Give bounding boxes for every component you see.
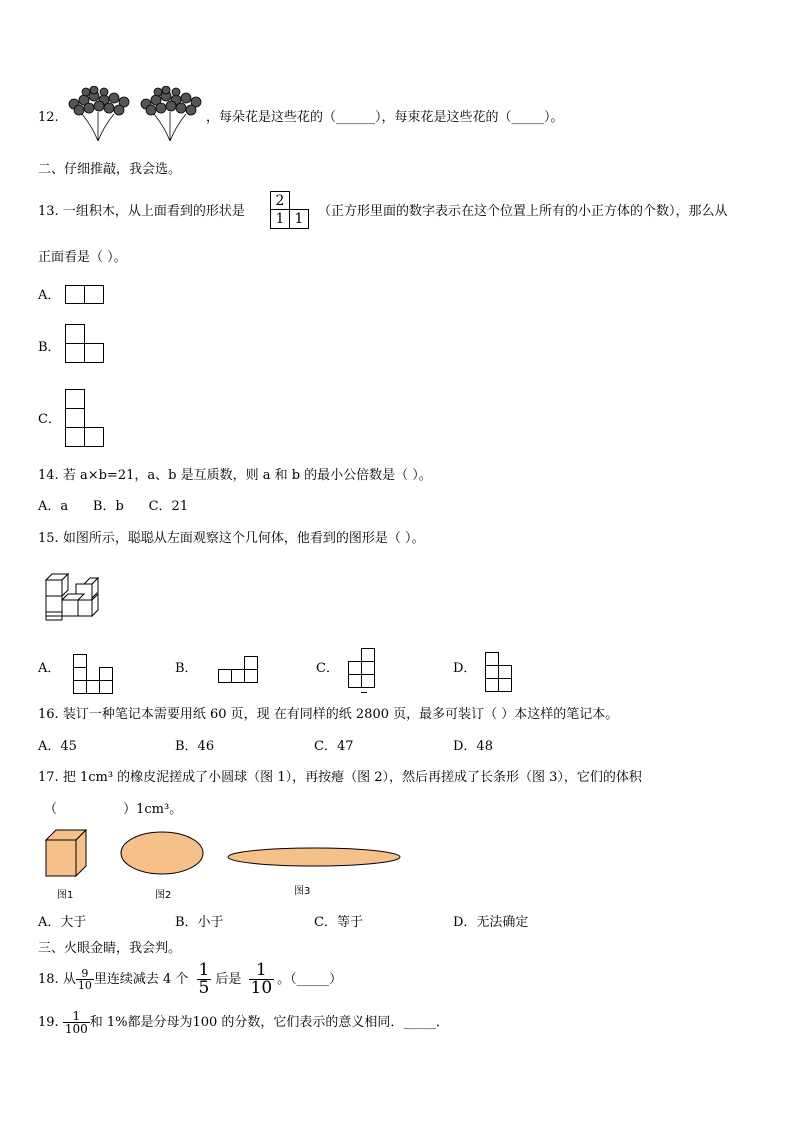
q18-statement: 18. 从 $\frac{9}{10}$ 里连续减去 4 个 $\frac{1}{5}$ 后是 $\frac{1}{10}$ 。（_____） (38, 960, 343, 998)
figure-2-caption: 图2 (155, 890, 172, 901)
fraction-1-100: $\frac{1}{100}$ (64, 1009, 88, 1036)
grid-cell-bottom-right: 1 (289, 209, 309, 229)
section-2-title: 二、仔细推敲，我会选。 (38, 162, 182, 177)
flower-bouquet-1 (69, 86, 129, 141)
q13-option-a-label[interactable]: A． (38, 288, 61, 303)
fraction-9-10: $\frac{9}{10}$ (77, 967, 92, 992)
q16-option-b[interactable]: B．46 (175, 739, 215, 754)
flower-bouquets-image (64, 86, 206, 146)
q16-question: 16. 装订一种笔记本需要用纸 60 页，现 在有同样的纸 2800 页，最多可装订（ ）本这样的笔记本。 (38, 707, 619, 722)
q15-cube-solid-image (44, 570, 104, 622)
q17-option-a[interactable]: A．大于 (38, 915, 87, 930)
fraction-1-10: $\frac{1}{10}$ (250, 960, 273, 998)
q17-option-b[interactable]: B．小于 (175, 915, 224, 930)
q17-option-c[interactable]: C．等于 (314, 915, 363, 930)
q15-option-c-label[interactable]: C． (316, 661, 339, 676)
q17-option-d[interactable]: D．无法确定 (453, 915, 529, 930)
q13-top-view-grid (270, 191, 310, 229)
figure-1-caption: 图1 (57, 890, 74, 901)
flower-bouquet-2 (141, 86, 201, 141)
section-3-title: 三、火眼金睛，我会判。 (38, 941, 182, 956)
q13-line1-cont: （正方形里面的数字表示在这个位置上所有的小正方体的个数），那么从 (318, 204, 728, 219)
clay-long-strip-figure (226, 845, 404, 869)
q15-option-d-label[interactable]: D． (453, 661, 477, 676)
q13-option-b-label[interactable]: B． (38, 340, 61, 355)
q16-option-d[interactable]: D．48 (453, 739, 493, 754)
q16-option-a[interactable]: A．45 (38, 739, 77, 754)
q15-option-b-label[interactable]: B． (175, 661, 198, 676)
q15-question: 15. 如图所示，聪聪从左面观察这个几何体，他看到的图形是（ ）。 (38, 531, 425, 546)
grid-cell-top: 2 (270, 191, 290, 210)
fraction-1-5: $\frac{1}{5}$ (198, 960, 210, 998)
q13-line1: 13. 一组积木，从上面看到的形状是 (38, 204, 245, 219)
grid-cell-bottom-left: 1 (270, 209, 290, 229)
q17-line2: （ ）1cm³。 (44, 802, 183, 817)
q13-option-c-label[interactable]: C． (38, 412, 61, 427)
clay-cube-figure (44, 828, 88, 878)
q13-line2: 正面看是（ ）。 (38, 250, 127, 265)
q14-question: 14. 若 a×b=21，a、b 是互质数，则 a 和 b 的最小公倍数是（ ）。 (38, 468, 432, 483)
q19-statement: 19. $\frac{1}{100}$ 和 1%都是分母为100 的分数，它们表示的意义相同．_____． (38, 1009, 449, 1036)
q15-option-a-label[interactable]: A． (38, 661, 61, 676)
q12-text: ，每朵花是这些花的（______），每束花是这些花的（_____）。 (206, 110, 564, 125)
q12-number: 12. (38, 110, 59, 125)
q14-options[interactable]: A．a B．b C．21 (38, 499, 189, 514)
q17-line1: 17. 把 1cm³ 的橡皮泥搓成了小圆球（图 1），再按瘪（图 2），然后再搓成了长条形（图 3），它们的体积 (38, 770, 642, 785)
figure-3-caption: 图3 (294, 886, 311, 897)
q16-option-c[interactable]: C．47 (314, 739, 354, 754)
clay-flat-disc-figure (119, 830, 207, 878)
